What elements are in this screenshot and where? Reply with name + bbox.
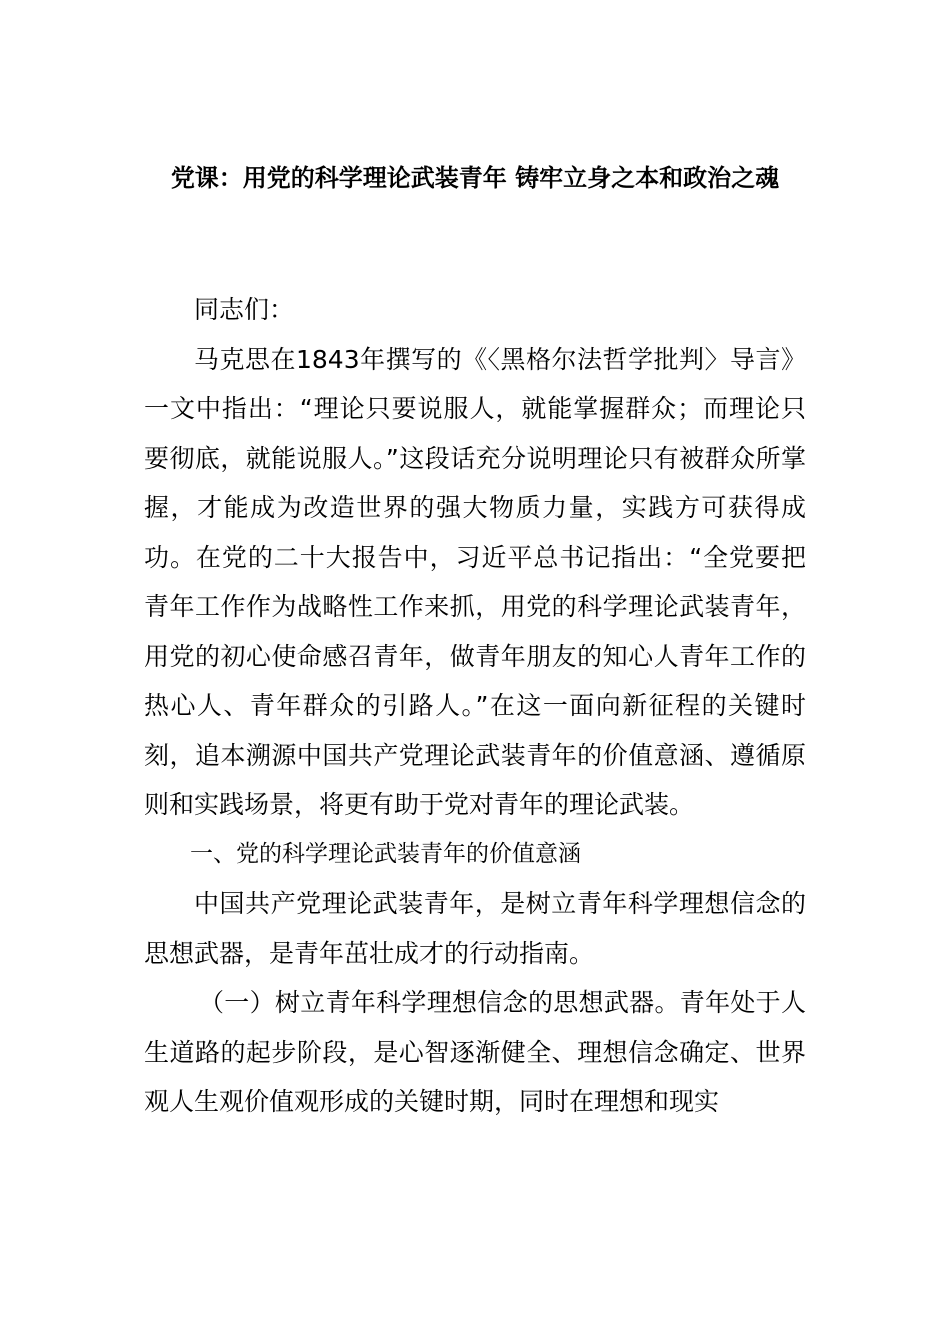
paragraph-section-summary: 中国共产党理论武装青年，是树立青年科学理想信念的思想武器，是青年茁壮成才的行动指南。 — [144, 889, 806, 968]
section-heading: 一、党的科学理论武装青年的价值意涵 — [190, 840, 581, 867]
paragraph-greeting: 同志们： — [194, 295, 295, 324]
paragraph-intro: 马克思在1843年撰写的《〈黑格尔法哲学批判〉导言》一文中指出：“理论只要说服人，就能掌握群众；而理论只要彻底，就能说服人。”这段话充分说明理论只有被群众所掌握，才能成为改造世界的强大物质力量，实践方可获得成功。在党的二十大报告中，习近平总书记指出：“全党要把青年工作作为战略性工作来抓，用党的科学理论武装青年，用党的初心使命感召青年，做青年朋友的知心人青年工作的热心人、青年群众的引路人。”在这一面向新征程的关键时刻，追本溯源中国共产党理论武装青年的价值意涵、遵循原则和实践场景，将更有助于党对青年的理论武装。 — [144, 344, 806, 819]
paragraph-subsection-1: （一）树立青年科学理想信念的思想武器。青年处于人生道路的起步阶段，是心智逐渐健全、理想信念确定、世界观人生观价值观形成的关键时期，同时在理想和现实 — [144, 988, 806, 1116]
document-body — [144, 285, 806, 1127]
document-title: 党课：用党的科学理论武装青年 铸牢立身之本和政治之魂 — [170, 164, 780, 192]
